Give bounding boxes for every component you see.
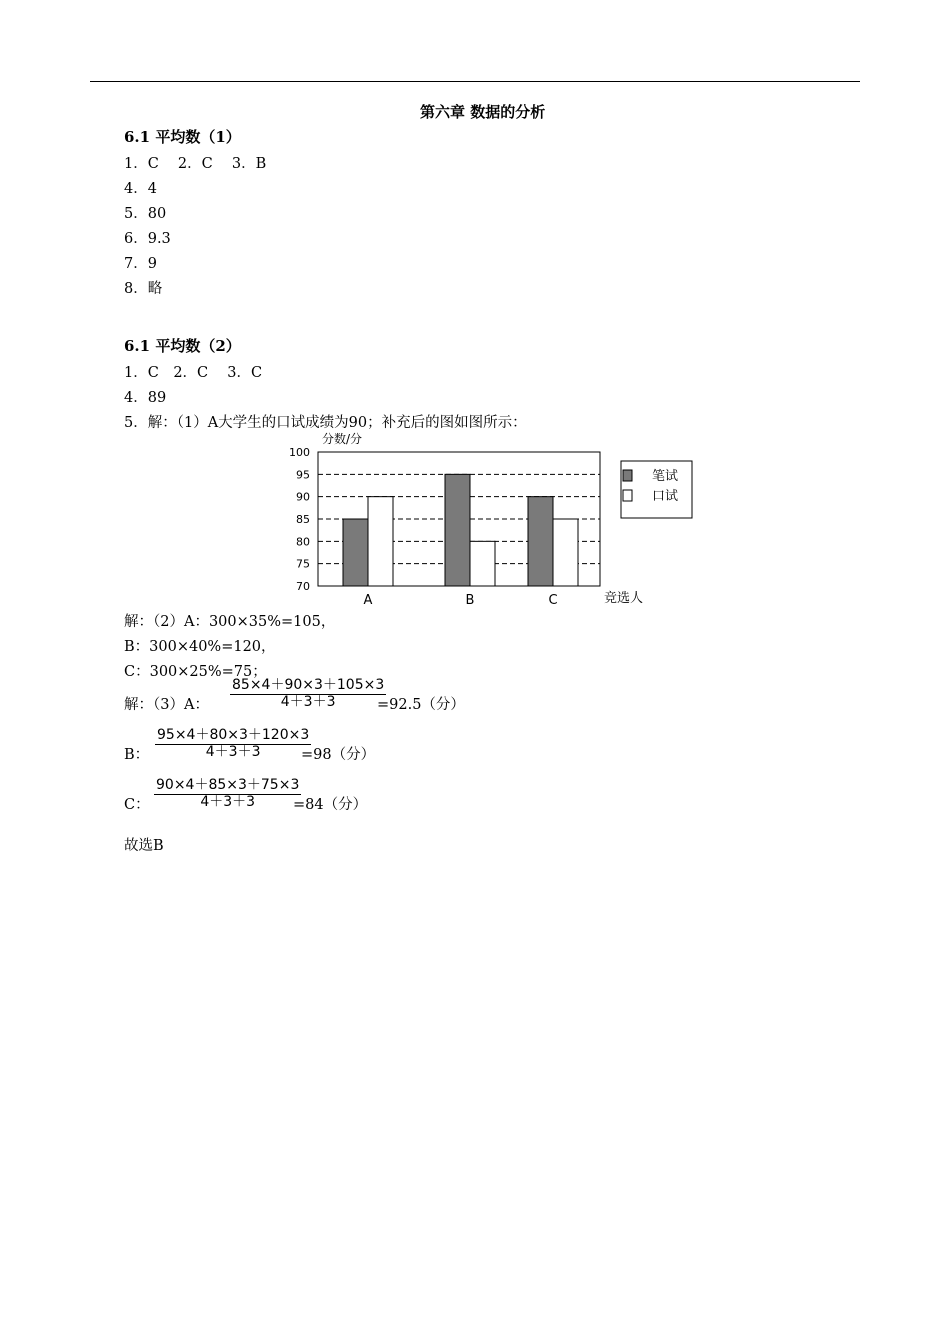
formula-result: =98（分） (301, 747, 376, 763)
bar-C-口试 (553, 519, 578, 586)
section-heading-2: 6.1 平均数（2） (124, 337, 241, 355)
formula-result: =92.5（分） (377, 697, 465, 713)
x-tick-label: A (363, 593, 373, 608)
y-tick-labels (289, 446, 310, 593)
answer-line: 4．4 (124, 181, 157, 197)
answer-line: 1．C 2．C 3．C (124, 365, 263, 381)
chapter-title: 第六章 数据的分析 (420, 103, 546, 121)
bars (343, 474, 578, 586)
y-tick-label: 90 (296, 490, 310, 504)
answer-line: B：300×40%=120， (124, 639, 276, 655)
legend-label: 口试 (652, 489, 679, 504)
y-tick-label: 75 (296, 557, 310, 571)
formula-prefix: C： (124, 797, 150, 813)
y-tick-label: 80 (296, 535, 310, 549)
answer-line: 5．80 (124, 206, 167, 222)
score-bar-chart (280, 428, 700, 610)
conclusion: 故选B (124, 838, 164, 854)
answer-line: 1．C 2．C 3．B (124, 156, 267, 172)
bar-C-笔试 (528, 497, 553, 586)
answer-line: 解：（2）A：300×35%=105， (124, 614, 336, 630)
fraction-b (155, 728, 311, 760)
section-heading-1: 6.1 平均数（1） (124, 128, 241, 146)
legend-swatch (623, 470, 632, 481)
formula-result: =84（分） (293, 797, 368, 813)
fraction-numerator: 85×4＋90×3＋105×3 (232, 677, 385, 693)
fraction-denominator: 4＋3＋3 (205, 744, 261, 760)
x-tick-label: B (465, 593, 475, 608)
x-axis-label: 竞选人 (604, 591, 644, 606)
fraction-a (230, 678, 386, 710)
fraction-numerator: 95×4＋80×3＋120×3 (157, 727, 310, 743)
header-rule (90, 81, 860, 82)
answer-line: 7．9 (124, 256, 157, 272)
answer-line: 8．略 (124, 281, 163, 297)
y-axis-label: 分数/分 (322, 432, 363, 446)
fraction-denominator: 4＋3＋3 (200, 794, 256, 810)
formula-prefix: B： (124, 747, 150, 763)
legend (621, 461, 692, 518)
y-tick-label: 70 (296, 580, 310, 593)
y-tick-label: 85 (296, 513, 310, 526)
fraction-denominator: 4＋3＋3 (280, 694, 336, 710)
answer-line: 6．9.3 (124, 231, 171, 247)
answer-line: C：300×25%=75； (124, 664, 267, 680)
fraction-c (154, 778, 301, 810)
legend-swatch (623, 490, 632, 501)
y-tick-label: 100 (289, 446, 310, 459)
answer-line: 5．解：（1）A大学生的口试成绩为90；补充后的图如图所示： (124, 415, 527, 431)
bar-B-笔试 (445, 474, 470, 586)
answer-line: 4．89 (124, 390, 167, 406)
bar-A-口试 (368, 497, 393, 586)
fraction-numerator: 90×4＋85×3＋75×3 (156, 777, 300, 793)
legend-label: 笔试 (652, 469, 679, 484)
x-tick-label: C (548, 593, 558, 608)
bar-B-口试 (470, 541, 495, 586)
x-tick-labels (364, 593, 558, 608)
formula-prefix: 解：（3）A： (124, 697, 209, 713)
y-tick-label: 95 (296, 468, 310, 482)
bar-A-笔试 (343, 519, 368, 586)
